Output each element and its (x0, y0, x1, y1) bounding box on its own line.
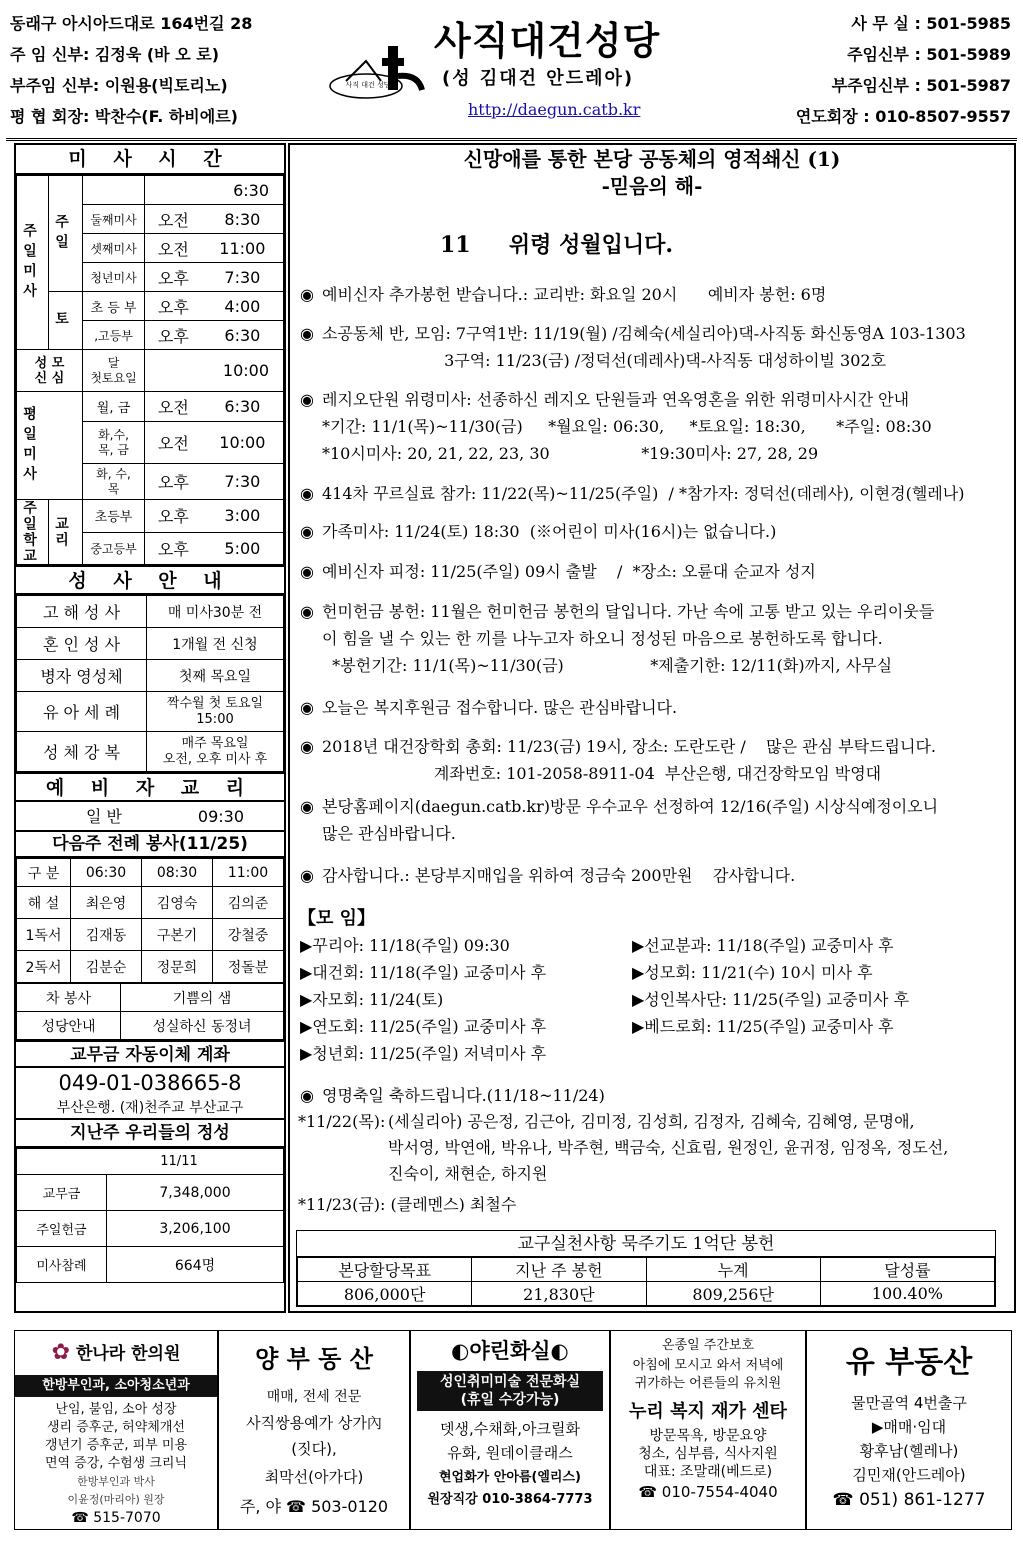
bullet-icon: ◉ (300, 324, 314, 343)
ad-yang-realty (218, 1330, 410, 1530)
weekday-row-time: 7:30 (202, 464, 284, 500)
announcement-item (300, 320, 1000, 374)
welfare-line: 방문목욕, 방문요양 (649, 1428, 767, 1444)
weekday-row-ampm: 오전 (145, 392, 202, 422)
mass-row-ampm: 오후 (145, 263, 202, 292)
clinic-line: 난임, 불임, 소아 성장 (55, 1402, 177, 1417)
clinic-line: 생리 증후군, 허약체개선 (47, 1420, 185, 1435)
school-label: 주일학교 (21, 500, 37, 564)
first-saturday-time: 10:00 (145, 350, 284, 392)
feast-names-line: 진숙이, 채현순, 하지원 (388, 1164, 548, 1183)
mass-row-ampm: 오전 (145, 205, 202, 234)
service-cell: 김분순 (71, 951, 142, 983)
service-role: 해 설 (17, 887, 71, 919)
mass-row-name: 둘째미사 (83, 205, 145, 234)
ad-yu-realty (806, 1330, 1012, 1530)
theme-subtitle: -믿음의 해- (601, 174, 703, 198)
offering-value: 664명 (107, 1247, 284, 1283)
sacrament-name: 유 아 세 례 (17, 692, 147, 732)
pastor-name: 주 임 신부: 김정욱 (바 오 로) (10, 45, 220, 64)
assistant-phone: 부주임신부 : 501-5987 (831, 76, 1011, 95)
announcement-text: 예비신자 추가봉헌 받습니다.: 교리반: 화요일 20시 예비자 봉헌: 6명 (322, 285, 827, 304)
service-cell: 김영숙 (142, 887, 213, 919)
announcement-item (300, 558, 1000, 585)
sunday-sub-label: 주일 (53, 213, 69, 254)
assistant-pastor-name: 부주임 신부: 이원용(빅토리노) (10, 76, 228, 95)
left-sidebar (14, 143, 286, 1313)
realty-phone: 주, 야 ☎ 503-0120 (239, 1497, 389, 1516)
announcement-item (300, 694, 1000, 721)
mass-row-time: 6:30 (145, 176, 284, 205)
sacrament-value: 매 미사30분 전 (147, 596, 284, 628)
sacrament-name: 성 체 강 복 (17, 732, 147, 772)
studio-line: 현업화가 안아름(엘리스) (439, 1470, 581, 1485)
church-subtitle: (성 김대건 안드레아) (442, 68, 635, 89)
offering-value: 7,348,000 (107, 1175, 284, 1211)
legion-phone: 연도회장 : 010-8507-9557 (795, 107, 1011, 126)
yu-realty-name: 유 부동산 (845, 1345, 973, 1380)
meeting-item: ▶베드로회: 11/25(주일) 교중미사 후 (632, 1017, 894, 1036)
meetings-right (632, 932, 909, 1040)
website-link[interactable]: http://daegun.catb.kr (468, 100, 641, 119)
car-service-value: 기쁨의 샘 (121, 984, 284, 1012)
feast-date-1: *11/22(목): (298, 1112, 386, 1131)
offering-date: 11/11 (17, 1149, 284, 1175)
offering-label: 교무금 (17, 1175, 107, 1211)
ad-nuri-welfare (610, 1330, 806, 1530)
school-row-name: 중고등부 (83, 532, 145, 565)
feast-title-row (300, 1082, 605, 1109)
bullet-icon: ◉ (300, 698, 314, 717)
announcement-text: 감사합니다.: 본당부지매입을 위하여 정금숙 200만원 감사합니다. (322, 866, 796, 885)
offering-label: 미사참례 (17, 1247, 107, 1283)
welfare-name: 누리 복지 재가 센타 (629, 1401, 787, 1422)
rosary-title: 교구실천사항 묵주기도 1억단 봉헌 (297, 1231, 995, 1257)
bullet-icon: ◉ (300, 390, 314, 409)
studio-line: 뎃생,수채화,아크릴화 (440, 1420, 580, 1438)
weekday-mass-label: 평일미사 (21, 405, 37, 486)
studio-line: 유화, 원데이클래스 (447, 1444, 573, 1462)
first-saturday-label: 성 모 신 심 (17, 350, 83, 392)
weekday-row-ampm: 오후 (145, 464, 202, 500)
offering-label: 주일헌금 (17, 1211, 107, 1247)
welfare-line: 대표: 조말래(베드로) (643, 1464, 773, 1480)
announcement-text: 소공동체 반, 모임: 7구역1반: 11/19(월) /김혜숙(세실리아)댁-사직동 화신동영A 103-1303 (322, 324, 966, 343)
bullet-icon: ◉ (300, 866, 314, 885)
mass-row-time: 7:30 (202, 263, 284, 292)
meeting-item: ▶대건회: 11/18(주일) 교중미사 후 (300, 963, 547, 982)
ad-yarin-studio (410, 1330, 610, 1530)
sacrament-name: 고 해 성 사 (17, 596, 147, 628)
meeting-item: ▶꾸리아: 11/18(주일) 09:30 (300, 936, 510, 955)
realty-line: 매매, 전세 전문 (266, 1389, 362, 1405)
yu-realty-line: ▶매매·임대 (871, 1418, 947, 1436)
flower-icon: ✿ (51, 1340, 71, 1365)
service-role: 2독서 (17, 951, 71, 983)
school-row-time: 3:00 (202, 500, 284, 533)
weekday-row-time: 10:00 (202, 422, 284, 464)
sacrament-value: 1개월 전 신청 (147, 628, 284, 660)
service-cell: 김의준 (213, 887, 284, 919)
service-cell: 정돌분 (213, 951, 284, 983)
first-saturday-name: 달 첫토요일 (83, 350, 145, 392)
rosary-value: 100.40% (820, 1282, 994, 1306)
announcement-line (300, 518, 1000, 545)
meeting-item: ▶선교분과: 11/18(주일) 교중미사 후 (632, 936, 894, 955)
service-role: 1독서 (17, 919, 71, 951)
sacraments-title: 성 사 안 내 (16, 565, 284, 595)
offering-table (16, 1148, 284, 1283)
clinic-name: 한나라 한의원 (75, 1344, 181, 1364)
announcement-text: 414차 꾸르실료 참가: 11/22(목)~11/25(주일) / *참가자: 정덕선(데레사), 이현경(헬레나) (322, 484, 965, 503)
announcement-item (300, 793, 1000, 847)
school-row-ampm: 오후 (145, 500, 202, 533)
welfare-line: 온종일 주간보호 (661, 1338, 755, 1353)
ad-hanara-clinic (14, 1330, 218, 1530)
church-address: 동래구 아시아드대로 164번길 28 (10, 14, 253, 33)
meetings-title: 【모 임】 (298, 908, 376, 929)
announcement-text: 본당홈페이지(daegun.catb.kr)방문 우수교우 선정하여 12/16(주일) 시상식예정이오니 (322, 797, 939, 816)
service-cell: 정문희 (142, 951, 213, 983)
account-number: 049-01-038665-8 (58, 1071, 242, 1095)
meeting-item: ▶성인복사단: 11/25(주일) 교중미사 후 (632, 990, 910, 1009)
realty-line: 사직쌍용예가 상가內 (246, 1414, 382, 1432)
weekday-row-name: 화,수, 목, 금 (83, 422, 145, 464)
announcement-line (300, 281, 1000, 308)
saturday-sub-label: 토 (53, 310, 69, 331)
sacraments-table (16, 595, 284, 772)
weekday-row-name: 화, 수, 목 (83, 464, 145, 500)
announcement-line (300, 558, 1000, 585)
mass-row-time: 6:30 (202, 321, 284, 350)
theme-title: 신망애를 통한 본당 공동체의 영적쇄신 (1) (463, 147, 841, 171)
bullet-icon: ◉ (300, 602, 314, 621)
council-president: 평 협 회장: 박찬수(F. 하비에르) (10, 107, 238, 126)
welfare-line: 귀가하는 어른들의 유치원 (634, 1376, 782, 1391)
studio-band: 성인취미미술 전문화실 (휴일 수강가능) (417, 1371, 603, 1411)
mass-row-ampm: 오전 (145, 234, 202, 263)
mass-row-ampm: 오후 (145, 321, 202, 350)
service-head: 구 분 (17, 859, 71, 887)
account-bank: 부산은행. (재)천주교 부산교구 (16, 1098, 284, 1120)
offering-value: 3,206,100 (107, 1211, 284, 1247)
announcement-line (300, 862, 1000, 889)
church-logo-icon (326, 36, 436, 106)
mass-row-time: 11:00 (202, 234, 284, 263)
meeting-item: ▶청년회: 11/25(주일) 저녁미사 후 (300, 1044, 547, 1063)
bullet-icon: ◉ (300, 562, 314, 581)
realty-line: 최막선(아가다) (264, 1468, 364, 1486)
studio-name: ◐야린화실◐ (451, 1339, 569, 1363)
rosary-value: 21,830단 (472, 1282, 646, 1306)
sacrament-value: 매주 목요일 오전, 오후 미사 후 (147, 732, 284, 772)
rosary-value: 806,000단 (298, 1282, 472, 1306)
mass-times-title: 미 사 시 간 (16, 145, 284, 175)
announcement-text: 오늘은 복지후원금 접수합니다. 많은 관심바랍니다. (322, 698, 678, 717)
announcement-line (300, 386, 1000, 413)
service-cell: 최은영 (71, 887, 142, 919)
rosary-head: 지난 주 봉헌 (472, 1258, 646, 1282)
announcement-line (300, 598, 1000, 625)
bullet-icon: ◉ (300, 522, 314, 541)
mass-row-time: 8:30 (202, 205, 284, 234)
school-row-name: 초등부 (83, 500, 145, 533)
announcement-continuation: 3구역: 11/23(금) /정덕선(데레사)댁-사직동 대성하이빌 302호 (322, 351, 887, 370)
realty-name: 양 부 동 산 (255, 1345, 373, 1373)
mass-row-time: 4:00 (202, 292, 284, 321)
announcement-continuation: 계좌번호: 101-2058-8911-04 부산은행, 대건장학모임 박영대 (322, 764, 882, 783)
sunday-mass-label: 주일미사 (21, 222, 37, 303)
catechumen-row (16, 802, 284, 832)
bulletin-header (6, 6, 1016, 136)
catechumen-class: 일 반 (86, 807, 122, 826)
weekday-row-ampm: 오전 (145, 422, 202, 464)
announcement-line (300, 733, 1000, 760)
offering-title: 지난주 우리들의 정성 (16, 1120, 284, 1148)
service-cell: 김재동 (71, 919, 142, 951)
guide-label: 성당안내 (17, 1012, 121, 1040)
feast-names-line: 박서영, 박연애, 박유나, 박주현, 백금숙, 신효림, 원정인, 윤귀정, 임정옥, 정도선, (388, 1138, 949, 1157)
sacrament-value: 짝수월 첫 토요일 15:00 (147, 692, 284, 732)
announcement-item (300, 518, 1000, 545)
account-title: 교무금 자동이체 계좌 (16, 1040, 284, 1068)
announcement-text: 레지오단원 위령미사: 선종하신 레지오 단원들과 연옥영혼을 위한 위령미사시간 안내 (322, 390, 910, 409)
feast-date-2: *11/23(금): (클레멘스) 최철수 (298, 1195, 517, 1214)
announcement-line (300, 480, 1000, 507)
feast-names-line: (세실리아) 공은정, 김근아, 김미정, 김성희, 김정자, 김혜숙, 김혜영, 문명애, (388, 1112, 915, 1131)
mass-row-name: 초 등 부 (83, 292, 145, 321)
announcement-item (300, 480, 1000, 507)
logo-text: 사직 대건 성당 (345, 81, 391, 89)
mass-row-name: ,고등부 (83, 321, 145, 350)
service-title: 다음주 전례 봉사(11/25) (16, 832, 284, 858)
clinic-doctor: 한방부인과 박사 (77, 1475, 155, 1488)
service-head: 06:30 (71, 859, 142, 887)
welfare-line: 아침에 모시고 와서 저녁에 (632, 1358, 784, 1373)
bullet-icon: ◉ (300, 484, 314, 503)
bullet-icon: ◉ (300, 1086, 314, 1105)
pastor-phone: 주임신부 : 501-5989 (847, 45, 1011, 64)
yu-realty-line: 물만골역 4번출구 (851, 1394, 967, 1412)
school-row-time: 5:00 (202, 532, 284, 565)
announcement-line (300, 694, 1000, 721)
service-extra-table (16, 983, 284, 1040)
mass-row-name: 청년미사 (83, 263, 145, 292)
clinic-phone: ☎ 515-7070 (71, 1510, 161, 1526)
announcement-continuation: *10시미사: 20, 21, 22, 23, 30 *19:30미사: 27, 28, 29 (322, 444, 819, 463)
catechumen-time: 09:30 (197, 807, 244, 826)
rosary-head: 달성률 (820, 1258, 994, 1282)
rosary-table (296, 1230, 996, 1307)
mass-row-name (83, 176, 145, 205)
sacrament-value: 첫째 목요일 (147, 660, 284, 692)
service-head: 08:30 (142, 859, 213, 887)
yu-realty-line: 황후남(헬레나) (859, 1442, 959, 1460)
announcement-text: 예비신자 피정: 11/25(주일) 09시 출발 / *장소: 오륜대 순교자 성지 (322, 562, 816, 581)
announcement-item (300, 281, 1000, 308)
announcement-item (300, 386, 1000, 467)
rosary-value: 809,256단 (646, 1282, 820, 1306)
welfare-line: 청소, 심부름, 식사지원 (638, 1446, 778, 1462)
meeting-item: ▶자모회: 11/24(토) (300, 990, 444, 1009)
announcement-item (300, 598, 1000, 679)
bullet-icon: ◉ (300, 797, 314, 816)
bullet-icon: ◉ (300, 285, 314, 304)
feast-names-1 (388, 1109, 948, 1187)
sacrament-name: 병자 영성체 (17, 660, 147, 692)
service-cell: 강철중 (213, 919, 284, 951)
announcement-text: 2018년 대건장학회 총회: 11/23(금) 19시, 장소: 도란도란 / 많은 관심 부탁드립니다. (322, 737, 936, 756)
meetings-left (300, 932, 546, 1067)
realty-line: (짓다), (291, 1440, 337, 1458)
studio-phone: 원장직강 010-3864-7773 (427, 1492, 593, 1507)
service-cell: 구본기 (142, 919, 213, 951)
announcement-continuation: 이 힘을 낼 수 있는 한 끼를 나누고자 하오니 정성된 마음으로 봉헌하도록 합니다. (322, 629, 883, 648)
announcement-item (300, 733, 1000, 787)
announcement-line (300, 793, 1000, 820)
car-service-label: 차 봉사 (17, 984, 121, 1012)
announcement-line (300, 320, 1000, 347)
school-sub-label: 교리 (53, 516, 69, 548)
mass-row-name: 셋째미사 (83, 234, 145, 263)
rosary-head: 누계 (646, 1258, 820, 1282)
school-row-ampm: 오후 (145, 532, 202, 565)
service-table (16, 858, 284, 983)
announcement-continuation: 많은 관심바랍니다. (322, 824, 456, 843)
month-title: 11 위령 성월입니다. (440, 232, 673, 258)
announcement-continuation: *봉헌기간: 11/1(목)~11/30(금) *제출기한: 12/11(화)까지, 사무실 (322, 656, 893, 675)
church-title: 사직대건성당 (434, 19, 661, 63)
guide-value: 성실하신 동정녀 (121, 1012, 284, 1040)
yu-realty-line: 김민재(안드레아) (852, 1466, 966, 1484)
clinic-band: 한방부인과, 소아청소년과 (15, 1375, 217, 1397)
weekday-row-time: 6:30 (202, 392, 284, 422)
ad-title-row (15, 1339, 217, 1365)
mass-times-table (16, 175, 284, 565)
welfare-phone: ☎ 010-7554-4040 (638, 1483, 778, 1501)
yu-realty-phone: ☎ 051) 861-1277 (832, 1490, 986, 1510)
mass-row-ampm: 오후 (145, 292, 202, 321)
announcement-continuation: *기간: 11/1(목)~11/30(금) *월요일: 06:30, *토요일: 18:30, *주일: 08:30 (322, 417, 932, 436)
clinic-line: 갱년기 증후군, 피부 미용 (44, 1438, 188, 1453)
meeting-item: ▶연도회: 11/25(주일) 교중미사 후 (300, 1017, 547, 1036)
service-head: 11:00 (213, 859, 284, 887)
office-phone: 사 무 실 : 501-5985 (851, 14, 1011, 33)
weekday-row-name: 월, 금 (83, 392, 145, 422)
bullet-icon: ◉ (300, 737, 314, 756)
announcement-text: 헌미헌금 봉헌: 11월은 헌미헌금 봉헌의 달입니다. 가난 속에 고통 받고 있는 우리이웃들 (322, 602, 935, 621)
sacrament-name: 혼 인 성 사 (17, 628, 147, 660)
catechumen-title: 예 비 자 교 리 (16, 772, 284, 802)
rosary-head: 본당할당목표 (298, 1258, 472, 1282)
clinic-director: 이윤정(마리아) 원장 (67, 1493, 165, 1506)
meeting-item: ▶성모회: 11/21(수) 10시 미사 후 (632, 963, 873, 982)
announcement-item (300, 862, 1000, 889)
announcement-text: 가족미사: 11/24(토) 18:30 (※어린이 미사(16시)는 없습니다.) (322, 522, 777, 541)
feast-title: 영명축일 축하드립니다.(11/18~11/24) (322, 1086, 605, 1105)
clinic-line: 면역 증강, 수험생 크리닉 (44, 1456, 188, 1471)
